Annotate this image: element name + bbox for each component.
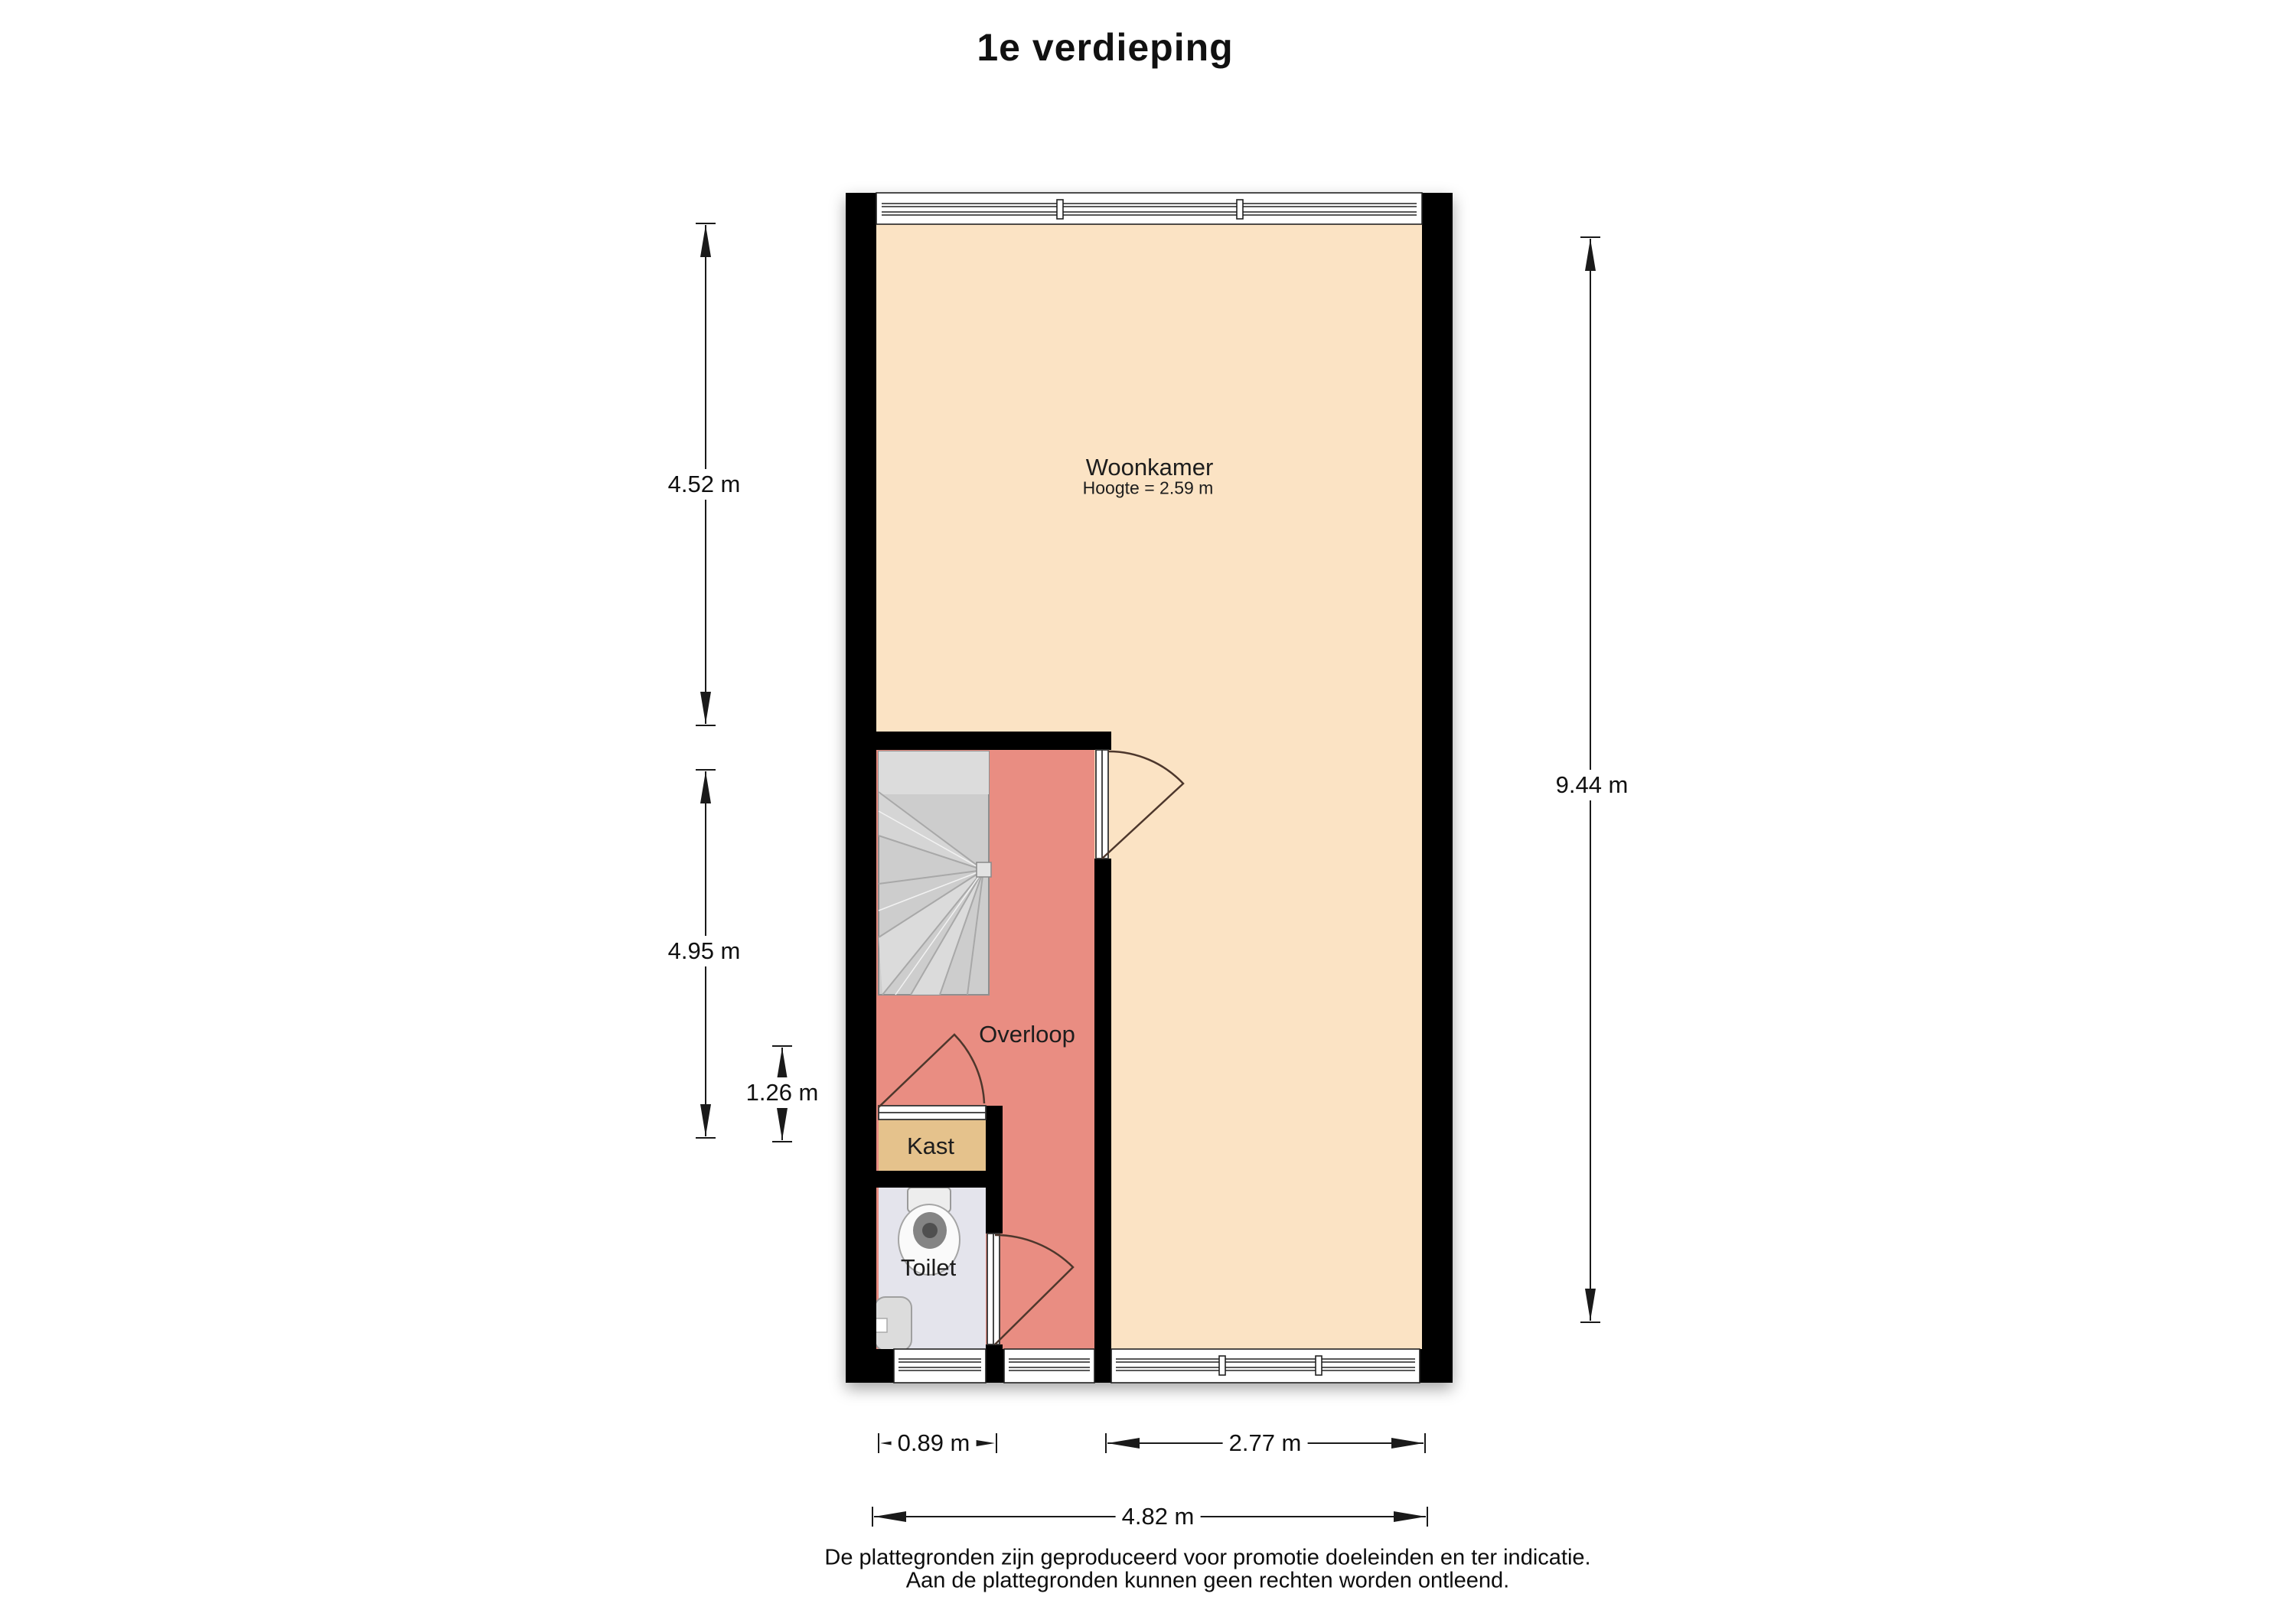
- page-title: 1e verdieping: [977, 26, 1234, 69]
- room-label-toilet: Toilet: [900, 1254, 957, 1281]
- room-label-woonkamer: Woonkamer: [1085, 454, 1214, 481]
- wall-bottom-right: [1420, 1349, 1453, 1383]
- footer-disclaimer-line1: De plattegronden zijn geproduceerd voor promotie doeleinden en ter indicatie.: [824, 1545, 1591, 1570]
- wall-overloop-right: [1094, 859, 1111, 1349]
- dim-overloop-height: 4.95 m: [662, 936, 747, 966]
- window-bottom-overloop: [1004, 1349, 1094, 1383]
- wall-overloop-top: [846, 732, 1111, 750]
- wall-right: [1422, 193, 1453, 1383]
- dim-total-width: 4.82 m: [1116, 1501, 1201, 1532]
- window-bottom-toilet: [894, 1349, 986, 1383]
- dim-total-height: 9.44 m: [1550, 770, 1635, 800]
- staircase: [879, 751, 991, 995]
- room-label-overloop: Overloop: [979, 1021, 1075, 1048]
- wall-toilet-right-upper: [986, 1106, 1003, 1234]
- room-height-note-woonkamer: Hoogte = 2.59 m: [1082, 477, 1214, 498]
- wall-bottom-mid2: [1094, 1349, 1111, 1383]
- footer-disclaimer-line2: Aan de plattegronden kunnen geen rechten worden ontleend.: [905, 1568, 1510, 1593]
- dim-toilet-height: 1.26 m: [740, 1077, 825, 1108]
- wall-bottom-mid1: [986, 1349, 1004, 1383]
- dim-toilet-width: 0.89 m: [892, 1428, 977, 1458]
- room-label-kast: Kast: [906, 1133, 955, 1159]
- wall-left: [846, 193, 876, 1383]
- wall-bottom-left: [846, 1349, 894, 1383]
- dim-woonkamer-width: 2.77 m: [1223, 1428, 1308, 1458]
- dim-woonkamer-upper-height: 4.52 m: [662, 469, 747, 500]
- window-top: [876, 193, 1422, 224]
- stair-newel: [977, 862, 991, 877]
- sink-fixture: [875, 1297, 912, 1351]
- wall-kast-toilet-divider: [846, 1171, 1003, 1188]
- window-bottom-woonkamer: [1111, 1349, 1420, 1383]
